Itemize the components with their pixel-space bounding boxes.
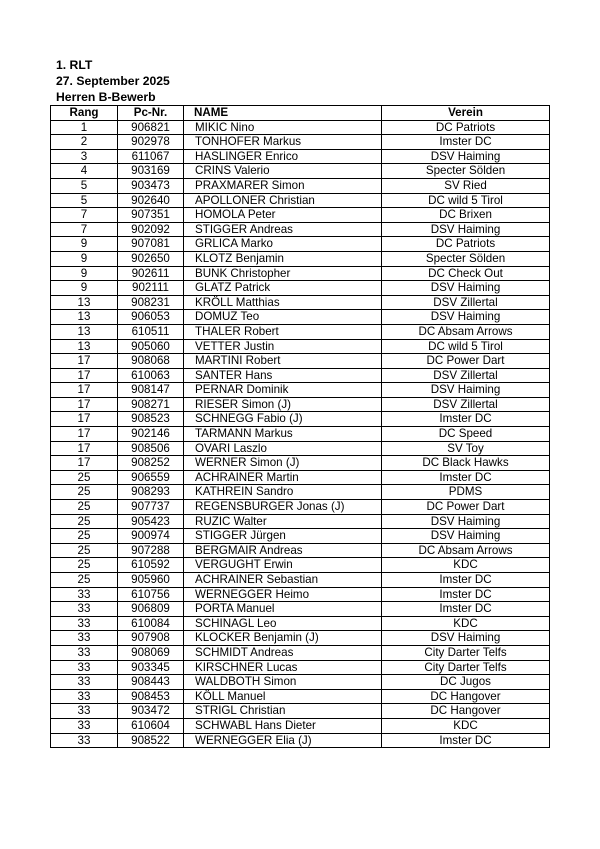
cell-rang: 9: [51, 266, 118, 281]
cell-name: GRLICA Marko: [184, 237, 382, 252]
cell-name: PORTA Manuel: [184, 602, 382, 617]
table-row: [51, 704, 550, 719]
table-row: [51, 558, 550, 573]
cell-pc-nr: 908443: [118, 675, 184, 690]
table-row: [51, 631, 550, 646]
cell-rang: 4: [51, 164, 118, 179]
cell-pc-nr: 610756: [118, 587, 184, 602]
cell-pc-nr: 903472: [118, 704, 184, 719]
cell-verein: SV Toy: [382, 441, 550, 456]
cell-name: WERNER Simon (J): [184, 456, 382, 471]
cell-name: STIGGER Jürgen: [184, 529, 382, 544]
table-row: [51, 266, 550, 281]
cell-name: MARTINI Robert: [184, 354, 382, 369]
cell-pc-nr: 903345: [118, 660, 184, 675]
cell-rang: 33: [51, 631, 118, 646]
cell-name: SANTER Hans: [184, 368, 382, 383]
cell-verein: Imster DC: [382, 733, 550, 748]
cell-pc-nr: 908068: [118, 354, 184, 369]
cell-verein: DC Power Dart: [382, 500, 550, 515]
cell-name: RIESER Simon (J): [184, 397, 382, 412]
cell-verein: DSV Haiming: [382, 149, 550, 164]
cell-verein: DC Brixen: [382, 208, 550, 223]
cell-name: ACHRAINER Sebastian: [184, 573, 382, 588]
cell-pc-nr: 908147: [118, 383, 184, 398]
cell-name: OVARI Laszlo: [184, 441, 382, 456]
cell-pc-nr: 908252: [118, 456, 184, 471]
cell-verein: PDMS: [382, 485, 550, 500]
cell-rang: 25: [51, 543, 118, 558]
cell-rang: 13: [51, 310, 118, 325]
cell-verein: Specter Sölden: [382, 251, 550, 266]
cell-pc-nr: 906821: [118, 120, 184, 135]
cell-rang: 25: [51, 470, 118, 485]
cell-rang: 33: [51, 602, 118, 617]
table-row: [51, 120, 550, 135]
cell-pc-nr: 907081: [118, 237, 184, 252]
cell-verein: DC Absam Arrows: [382, 324, 550, 339]
cell-verein: DC Check Out: [382, 266, 550, 281]
cell-verein: Imster DC: [382, 602, 550, 617]
table-row: [51, 281, 550, 296]
cell-rang: 17: [51, 354, 118, 369]
cell-pc-nr: 908522: [118, 733, 184, 748]
cell-pc-nr: 906053: [118, 310, 184, 325]
cell-rang: 33: [51, 704, 118, 719]
cell-rang: 17: [51, 427, 118, 442]
cell-pc-nr: 907351: [118, 208, 184, 223]
cell-name: SCHNEGG Fabio (J): [184, 412, 382, 427]
cell-verein: DSV Haiming: [382, 514, 550, 529]
cell-rang: 17: [51, 368, 118, 383]
cell-rang: 13: [51, 324, 118, 339]
table-row: [51, 718, 550, 733]
table-row: [51, 208, 550, 223]
cell-pc-nr: 907737: [118, 500, 184, 515]
cell-verein: DSV Haiming: [382, 631, 550, 646]
table-row: [51, 689, 550, 704]
results-table: [50, 105, 550, 748]
cell-name: APOLLONER Christian: [184, 193, 382, 208]
cell-verein: DSV Haiming: [382, 222, 550, 237]
cell-name: PRAXMARER Simon: [184, 178, 382, 193]
table-row: [51, 602, 550, 617]
cell-name: VERGUGHT Erwin: [184, 558, 382, 573]
cell-pc-nr: 610063: [118, 368, 184, 383]
cell-verein: DC Power Dart: [382, 354, 550, 369]
table-row: [51, 543, 550, 558]
table-row: [51, 339, 550, 354]
cell-name: WALDBOTH Simon: [184, 675, 382, 690]
cell-verein: DSV Zillertal: [382, 397, 550, 412]
table-row: [51, 514, 550, 529]
cell-name: KIRSCHNER Lucas: [184, 660, 382, 675]
cell-pc-nr: 900974: [118, 529, 184, 544]
table-row: [51, 645, 550, 660]
cell-pc-nr: 902640: [118, 193, 184, 208]
cell-name: STRIGL Christian: [184, 704, 382, 719]
event-title: 1. RLT: [56, 58, 93, 72]
cell-pc-nr: 907288: [118, 543, 184, 558]
cell-name: SCHINAGL Leo: [184, 616, 382, 631]
table-row: [51, 733, 550, 748]
table-row: [51, 529, 550, 544]
table-row: [51, 675, 550, 690]
cell-pc-nr: 908453: [118, 689, 184, 704]
cell-verein: DC wild 5 Tirol: [382, 339, 550, 354]
cell-rang: 7: [51, 222, 118, 237]
cell-rang: 17: [51, 397, 118, 412]
cell-name: RUZIC Walter: [184, 514, 382, 529]
cell-rang: 33: [51, 689, 118, 704]
cell-verein: DC Patriots: [382, 120, 550, 135]
table-header-row: [51, 106, 550, 121]
cell-pc-nr: 906809: [118, 602, 184, 617]
cell-name: WERNEGGER Heimo: [184, 587, 382, 602]
cell-verein: DSV Zillertal: [382, 295, 550, 310]
cell-name: KLOTZ Benjamin: [184, 251, 382, 266]
cell-name: DOMUZ Teo: [184, 310, 382, 325]
cell-name: THALER Robert: [184, 324, 382, 339]
table-row: [51, 295, 550, 310]
cell-verein: DC Absam Arrows: [382, 543, 550, 558]
cell-name: KATHREIN Sandro: [184, 485, 382, 500]
cell-pc-nr: 902092: [118, 222, 184, 237]
table-row: [51, 324, 550, 339]
cell-verein: SV Ried: [382, 178, 550, 193]
cell-pc-nr: 902978: [118, 135, 184, 150]
cell-verein: Imster DC: [382, 573, 550, 588]
cell-pc-nr: 905060: [118, 339, 184, 354]
cell-rang: 5: [51, 193, 118, 208]
cell-name: KLOCKER Benjamin (J): [184, 631, 382, 646]
cell-pc-nr: 908506: [118, 441, 184, 456]
cell-pc-nr: 903473: [118, 178, 184, 193]
column-header-name: NAME: [184, 106, 382, 121]
table-row: [51, 500, 550, 515]
cell-verein: DSV Zillertal: [382, 368, 550, 383]
cell-pc-nr: 908523: [118, 412, 184, 427]
cell-pc-nr: 902146: [118, 427, 184, 442]
cell-rang: 13: [51, 339, 118, 354]
cell-pc-nr: 610511: [118, 324, 184, 339]
cell-verein: DC Black Hawks: [382, 456, 550, 471]
cell-pc-nr: 908293: [118, 485, 184, 500]
cell-rang: 9: [51, 281, 118, 296]
document-header: [56, 57, 170, 105]
cell-verein: City Darter Telfs: [382, 645, 550, 660]
cell-rang: 33: [51, 645, 118, 660]
cell-verein: DSV Haiming: [382, 383, 550, 398]
cell-rang: 9: [51, 237, 118, 252]
cell-rang: 25: [51, 573, 118, 588]
cell-name: VETTER Justin: [184, 339, 382, 354]
table-row: [51, 616, 550, 631]
cell-pc-nr: 903169: [118, 164, 184, 179]
cell-verein: Imster DC: [382, 135, 550, 150]
table-row: [51, 135, 550, 150]
cell-verein: DSV Haiming: [382, 310, 550, 325]
cell-name: BERGMAIR Andreas: [184, 543, 382, 558]
cell-rang: 33: [51, 587, 118, 602]
cell-pc-nr: 902611: [118, 266, 184, 281]
cell-pc-nr: 908271: [118, 397, 184, 412]
table-row: [51, 573, 550, 588]
table-row: [51, 164, 550, 179]
table-row: [51, 222, 550, 237]
cell-rang: 1: [51, 120, 118, 135]
cell-name: HASLINGER Enrico: [184, 149, 382, 164]
cell-verein: DC Hangover: [382, 704, 550, 719]
cell-pc-nr: 610084: [118, 616, 184, 631]
cell-pc-nr: 610604: [118, 718, 184, 733]
table-row: [51, 383, 550, 398]
cell-name: HOMOLA Peter: [184, 208, 382, 223]
table-row: [51, 397, 550, 412]
cell-verein: DC wild 5 Tirol: [382, 193, 550, 208]
cell-verein: Imster DC: [382, 587, 550, 602]
cell-name: TARMANN Markus: [184, 427, 382, 442]
cell-name: SCHWABL Hans Dieter: [184, 718, 382, 733]
table-row: [51, 368, 550, 383]
cell-verein: DC Jugos: [382, 675, 550, 690]
cell-pc-nr: 907908: [118, 631, 184, 646]
cell-name: KRÖLL Matthias: [184, 295, 382, 310]
cell-rang: 33: [51, 675, 118, 690]
cell-rang: 17: [51, 441, 118, 456]
cell-name: ACHRAINER Martin: [184, 470, 382, 485]
cell-verein: Specter Sölden: [382, 164, 550, 179]
cell-pc-nr: 908231: [118, 295, 184, 310]
cell-rang: 9: [51, 251, 118, 266]
cell-verein: Imster DC: [382, 470, 550, 485]
cell-verein: KDC: [382, 616, 550, 631]
table-row: [51, 237, 550, 252]
cell-rang: 33: [51, 616, 118, 631]
cell-verein: DSV Haiming: [382, 281, 550, 296]
cell-rang: 17: [51, 412, 118, 427]
table-row: [51, 470, 550, 485]
cell-name: SCHMIDT Andreas: [184, 645, 382, 660]
cell-pc-nr: 905423: [118, 514, 184, 529]
cell-rang: 33: [51, 733, 118, 748]
cell-name: BUNK Christopher: [184, 266, 382, 281]
column-header-pc-nr: Pc-Nr.: [118, 106, 184, 121]
cell-pc-nr: 905960: [118, 573, 184, 588]
event-date: 27. September 2025: [56, 74, 170, 88]
cell-name: WERNEGGER Elia (J): [184, 733, 382, 748]
table-row: [51, 660, 550, 675]
cell-rang: 2: [51, 135, 118, 150]
table-row: [51, 587, 550, 602]
cell-name: CRINS Valerio: [184, 164, 382, 179]
table-row: [51, 178, 550, 193]
cell-rang: 17: [51, 456, 118, 471]
cell-rang: 33: [51, 660, 118, 675]
table-row: [51, 310, 550, 325]
column-header-verein: Verein: [382, 106, 550, 121]
cell-pc-nr: 902650: [118, 251, 184, 266]
cell-name: GLATZ Patrick: [184, 281, 382, 296]
cell-verein: DSV Haiming: [382, 529, 550, 544]
cell-name: STIGGER Andreas: [184, 222, 382, 237]
cell-name: TONHOFER Markus: [184, 135, 382, 150]
cell-rang: 5: [51, 178, 118, 193]
cell-name: MIKIC Nino: [184, 120, 382, 135]
table-row: [51, 412, 550, 427]
cell-rang: 17: [51, 383, 118, 398]
cell-rang: 13: [51, 295, 118, 310]
cell-rang: 25: [51, 500, 118, 515]
cell-rang: 7: [51, 208, 118, 223]
cell-rang: 25: [51, 558, 118, 573]
cell-verein: City Darter Telfs: [382, 660, 550, 675]
cell-rang: 25: [51, 485, 118, 500]
cell-verein: Imster DC: [382, 412, 550, 427]
table-row: [51, 354, 550, 369]
cell-rang: 25: [51, 514, 118, 529]
cell-name: PERNAR Dominik: [184, 383, 382, 398]
cell-verein: DC Hangover: [382, 689, 550, 704]
cell-rang: 3: [51, 149, 118, 164]
cell-rang: 25: [51, 529, 118, 544]
table-row: [51, 251, 550, 266]
table-row: [51, 456, 550, 471]
table-row: [51, 427, 550, 442]
cell-pc-nr: 908069: [118, 645, 184, 660]
table-row: [51, 149, 550, 164]
cell-pc-nr: 611067: [118, 149, 184, 164]
cell-name: KÖLL Manuel: [184, 689, 382, 704]
column-header-rang: Rang: [51, 106, 118, 121]
cell-rang: 33: [51, 718, 118, 733]
cell-verein: KDC: [382, 718, 550, 733]
cell-verein: KDC: [382, 558, 550, 573]
cell-name: REGENSBURGER Jonas (J): [184, 500, 382, 515]
table-row: [51, 193, 550, 208]
cell-pc-nr: 902111: [118, 281, 184, 296]
competition-name: Herren B-Bewerb: [56, 90, 156, 104]
table-row: [51, 485, 550, 500]
cell-verein: DC Patriots: [382, 237, 550, 252]
cell-pc-nr: 610592: [118, 558, 184, 573]
cell-pc-nr: 906559: [118, 470, 184, 485]
cell-verein: DC Speed: [382, 427, 550, 442]
table-row: [51, 441, 550, 456]
